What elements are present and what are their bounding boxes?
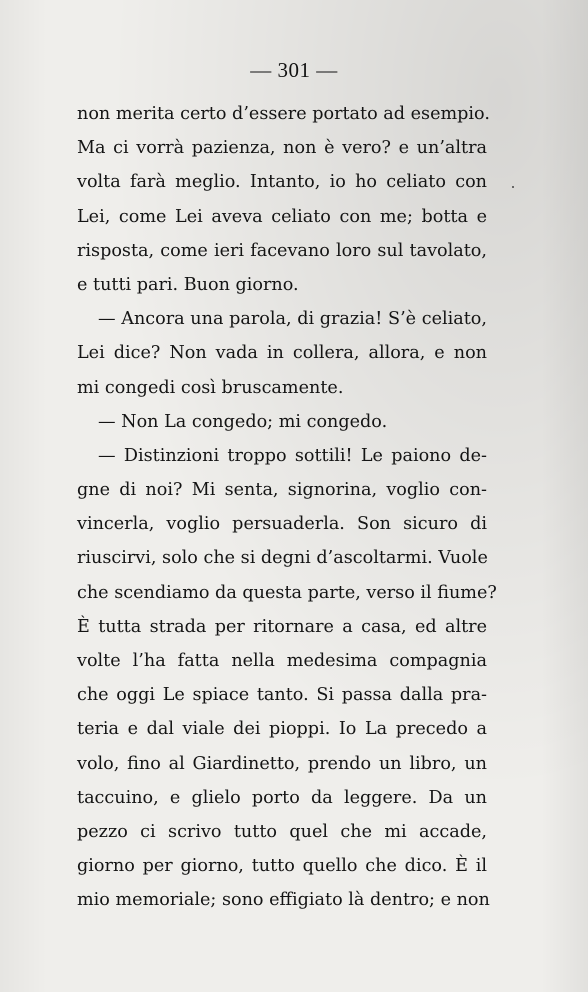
paper-speck <box>512 186 514 188</box>
text-line: gne di noi? Mi senta, signorina, voglio con- <box>77 480 487 501</box>
page-text <box>77 97 497 918</box>
text-line: — Distinzioni troppo sottili! Le paiono de- <box>98 445 487 466</box>
text-line: — Ancora una parola, di grazia! S’è celiato, <box>98 309 487 330</box>
text-line: e tutti pari. Buon giorno. <box>77 274 299 295</box>
text-line: volo, fino al Giardinetto, prendo un libro, un <box>77 753 487 774</box>
text-line: riuscirvi, solo che si degni d’ascoltarmi. Vuole <box>77 548 488 569</box>
text-line: giorno per giorno, tutto quello che dico. È il <box>77 856 487 877</box>
text-line: che oggi Le spiace tanto. Si passa dalla pra- <box>77 685 487 706</box>
text-line: — Non La congedo; mi congedo. <box>98 411 388 432</box>
text-line: mio memoriale; sono effigiato là dentro; e non <box>77 890 490 911</box>
text-line: vincerla, voglio persuaderla. Son sicuro di <box>77 514 487 535</box>
text-line: È tutta strada per ritornare a casa, ed altre <box>77 616 487 637</box>
text-line: Lei, come Lei aveva celiato con me; botta e <box>77 206 487 227</box>
text-line: taccuino, e glielo porto da leggere. Da un <box>77 787 487 808</box>
page-number: — 301 — <box>250 58 338 82</box>
text-line: non merita certo d’essere portato ad esempio. <box>77 104 490 124</box>
text-line: pezzo ci scrivo tutto quel che mi accade, <box>77 821 487 842</box>
text-line: teria e dal viale dei pioppi. Io La precedo a <box>77 719 487 740</box>
text-line: volte l’ha fatta nella medesima compagnia <box>77 651 487 671</box>
text-line: Ma ci vorrà pazienza, non è vero? e un’altra <box>77 138 487 159</box>
text-line: mi congedi così bruscamente. <box>77 377 344 398</box>
text-line: che scendiamo da questa parte, verso il fiume? <box>77 582 497 603</box>
text-line: volta farà meglio. Intanto, io ho celiato con <box>77 172 487 193</box>
text-line: Lei dice? Non vada in collera, allora, e non <box>77 343 487 364</box>
text-line: risposta, come ieri facevano loro sul tavolato, <box>77 240 487 261</box>
